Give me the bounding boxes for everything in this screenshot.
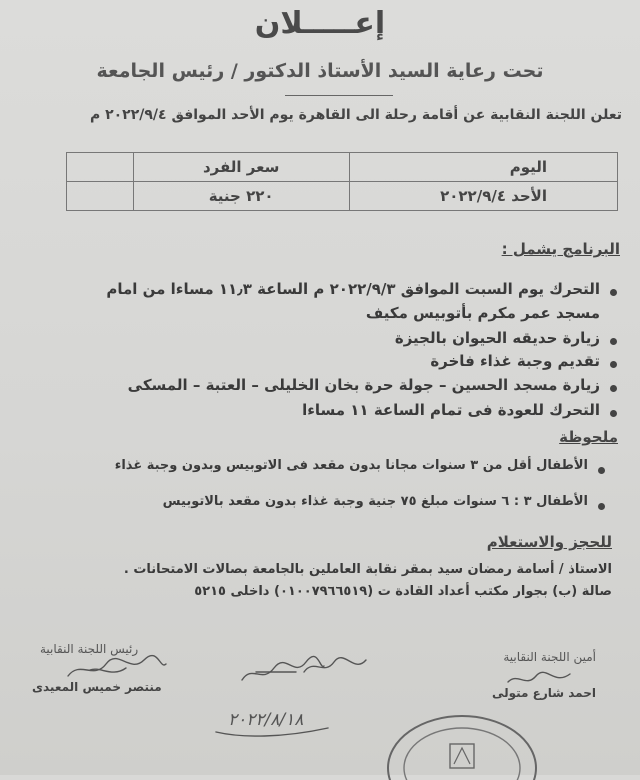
cell-price: ٢٢٠ جنية: [133, 182, 349, 211]
bullet-icon: [610, 289, 617, 296]
bullet-icon: [610, 385, 617, 392]
table-empty-cell: [67, 153, 134, 182]
date-underline-icon: [212, 718, 332, 740]
left-signature-icon: [60, 650, 170, 686]
subtitle-underline: [285, 95, 393, 96]
notes-heading: ملحوظة: [559, 428, 618, 446]
program-item-5: التحرك للعودة فى تمام الساعة ١١ مساءا: [302, 401, 600, 419]
bullet-icon: [610, 410, 617, 417]
cell-day: الأحد ٢٠٢٢/٩/٤: [349, 182, 617, 211]
program-heading: البرنامج يشمل :: [501, 240, 620, 258]
program-item-3: تقديم وجبة غذاء فاخرة: [430, 352, 600, 370]
patronage-subtitle: تحت رعاية السيد الأستاذ الدكتور / رئيس الجامعة: [96, 60, 544, 82]
table-empty-cell: [67, 182, 134, 211]
trip-table: [66, 152, 618, 211]
table-header-row: [67, 153, 618, 182]
bullet-icon: [610, 361, 617, 368]
header-price: سعر الفرد: [133, 153, 349, 182]
handwritten-date: ٢٠٢٢/٨/١٨: [228, 710, 304, 730]
table-row: [67, 182, 618, 211]
program-item-1-line1: التحرك يوم السبت الموافق ٢٠٢٢/٩/٣ م الساعة ١١٫٣ مساءا من امام: [106, 280, 600, 298]
booking-line-1: الاستاذ / أسامة رمضان سيد بمقر نقابة العاملين بالجامعة بصالات الامتحانات .: [123, 562, 612, 577]
signature-flourish-icon: [300, 652, 370, 682]
note-item-2: الأطفال ٣ : ٦ سنوات مبلغ ٧٥ جنية وجبة غذاء بدون مقعد بالاتوبيس: [162, 494, 588, 509]
header-day: اليوم: [349, 153, 617, 182]
bullet-icon: [610, 338, 617, 345]
announcement-text: تعلن اللجنة النقابية عن أقامة رحلة الى القاهرة يوم الأحد الموافق ٢٠٢٢/٩/٤ م: [89, 107, 622, 123]
program-item-2: زيارة حديقه الحيوان بالجيزة: [394, 329, 600, 347]
note-item-1: الأطفال أقل من ٣ سنوات مجانا بدون مقعد فى الاتوبيس وبدون وجبة غذاء: [114, 458, 588, 473]
program-item-1-line2: مسجد عمر مكرم بأتوبيس مكيف: [365, 304, 600, 322]
program-item-4: زيارة مسجد الحسين – جولة حرة بخان الخليلى – العتبة – المسكى: [127, 376, 600, 394]
booking-line-2: صالة (ب) بجوار مكتب أعداد القادة ت (٠١٠٠٧٩٦٦٥١٩) داخلى ٥٢١٥: [194, 584, 612, 599]
union-stamp-icon: [382, 710, 542, 780]
right-signer-name: احمد شارع متولى: [491, 686, 596, 700]
right-signer-title: أمين اللجنة النقابية: [503, 650, 596, 664]
left-signer-name: منتصر خميس المعيدى: [32, 680, 162, 694]
booking-heading: للحجز والاستعلام: [486, 533, 612, 551]
page-title: إعـــــلان: [254, 6, 386, 41]
right-signature-icon: [504, 668, 574, 692]
left-signer-title: رئيس اللجنة النقابية: [40, 642, 139, 656]
bullet-icon: [598, 467, 605, 474]
bullet-icon: [598, 503, 605, 510]
